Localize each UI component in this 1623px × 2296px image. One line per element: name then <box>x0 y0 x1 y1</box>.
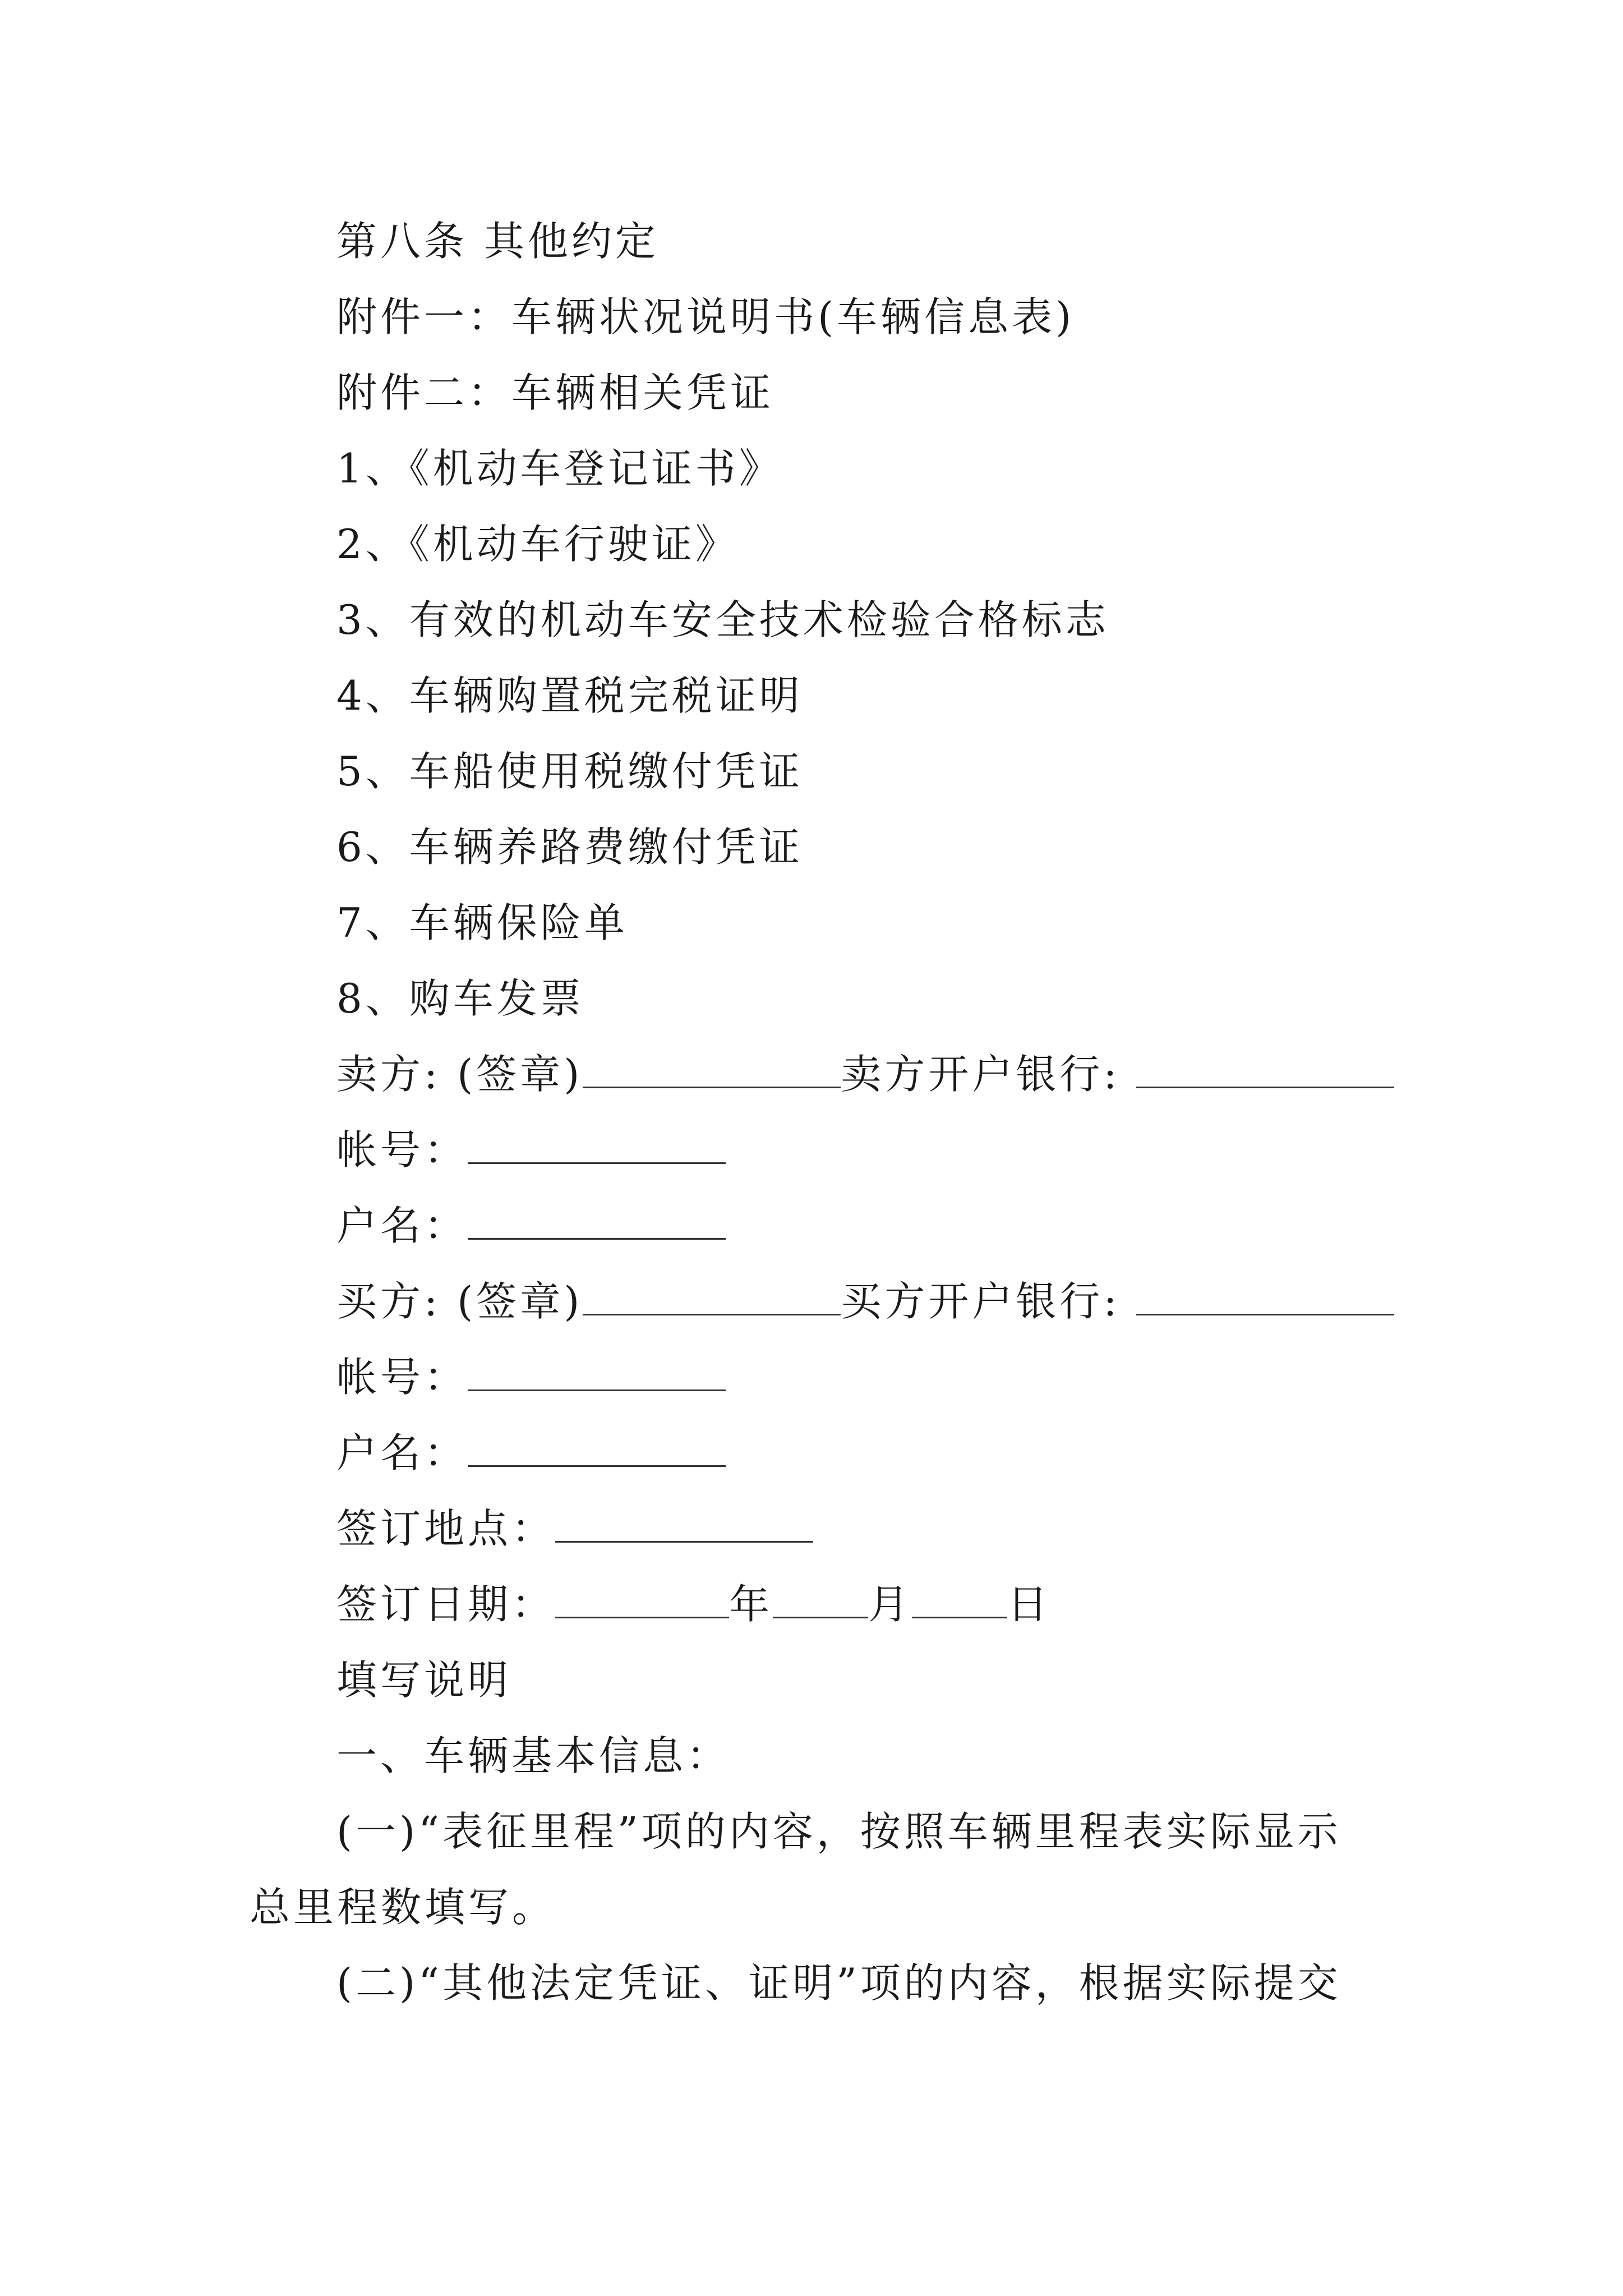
buyer-account-row <box>336 1349 726 1405</box>
seller-sign-label: 卖方: (签章) <box>336 1051 583 1098</box>
buyer-sign-blank <box>583 1279 841 1315</box>
signing-month-blank <box>773 1582 868 1618</box>
seller-account-blank <box>468 1128 726 1164</box>
attachment-1-line: 附件一：车辆状况说明书(车辆信息表) <box>336 293 1075 341</box>
buyer-name-blank <box>468 1430 726 1467</box>
buyer-sign-label: 买方: (签章) <box>336 1278 583 1325</box>
doc-item-5: 5、车船使用税缴付凭证 <box>336 748 803 795</box>
signing-year-blank <box>555 1582 729 1618</box>
doc-item-3: 3、有效的机动车安全技术检验合格标志 <box>336 596 1109 643</box>
attachment-2-line: 附件二：车辆相关凭证 <box>336 369 774 416</box>
seller-account-row <box>336 1122 726 1178</box>
seller-name-row <box>336 1198 726 1254</box>
seller-bank-label: 卖方开户银行: <box>841 1051 1137 1098</box>
doc-item-6: 6、车辆养路费缴付凭证 <box>336 823 803 871</box>
seller-bank-blank <box>1136 1052 1394 1088</box>
signing-place-blank <box>555 1506 813 1543</box>
seller-name-label: 户名： <box>336 1202 468 1249</box>
instruction-item-2-line-1: (二)“其他法定凭证、证明”项的内容，根据实际提交 <box>336 1959 1341 2007</box>
buyer-bank-label: 买方开户银行: <box>841 1278 1137 1325</box>
signing-place-row <box>336 1501 813 1557</box>
buyer-account-label: 帐号： <box>336 1354 468 1401</box>
doc-item-8: 8、购车发票 <box>336 975 584 1022</box>
buyer-account-blank <box>468 1355 726 1391</box>
buyer-bank-blank <box>1136 1279 1394 1315</box>
seller-sign-blank <box>583 1052 841 1088</box>
signing-place-label: 签订地点： <box>336 1505 556 1552</box>
signing-day-blank <box>912 1582 1007 1618</box>
buyer-name-row <box>336 1425 726 1481</box>
instruction-item-1-line-1: (一)“表征里程”项的内容，按照车辆里程表实际显示 <box>336 1808 1341 1855</box>
seller-account-label: 帐号： <box>336 1126 468 1174</box>
signing-date-label: 签订日期： <box>336 1581 556 1628</box>
doc-item-4: 4、车辆购置税完税证明 <box>336 672 803 719</box>
doc-item-7: 7、车辆保险单 <box>336 899 628 946</box>
seller-name-blank <box>468 1203 726 1240</box>
instructions-section-1: 一、车辆基本信息： <box>336 1732 731 1779</box>
doc-item-2: 2、《机动车行驶证》 <box>336 521 739 568</box>
signing-day-label: 日 <box>1007 1581 1052 1628</box>
signing-date-row <box>336 1576 1051 1632</box>
article-8-heading: 第八条 其他约定 <box>336 218 659 265</box>
signing-month-label: 月 <box>868 1581 912 1628</box>
doc-item-1: 1、《机动车登记证书》 <box>336 445 783 492</box>
instructions-title: 填写说明 <box>336 1657 512 1704</box>
buyer-name-label: 户名： <box>336 1429 468 1476</box>
seller-sign-row <box>336 1046 1394 1102</box>
signing-year-label: 年 <box>729 1581 773 1628</box>
instruction-item-1-line-2: 总里程数填写。 <box>250 1884 556 1931</box>
buyer-sign-row <box>336 1273 1394 1329</box>
